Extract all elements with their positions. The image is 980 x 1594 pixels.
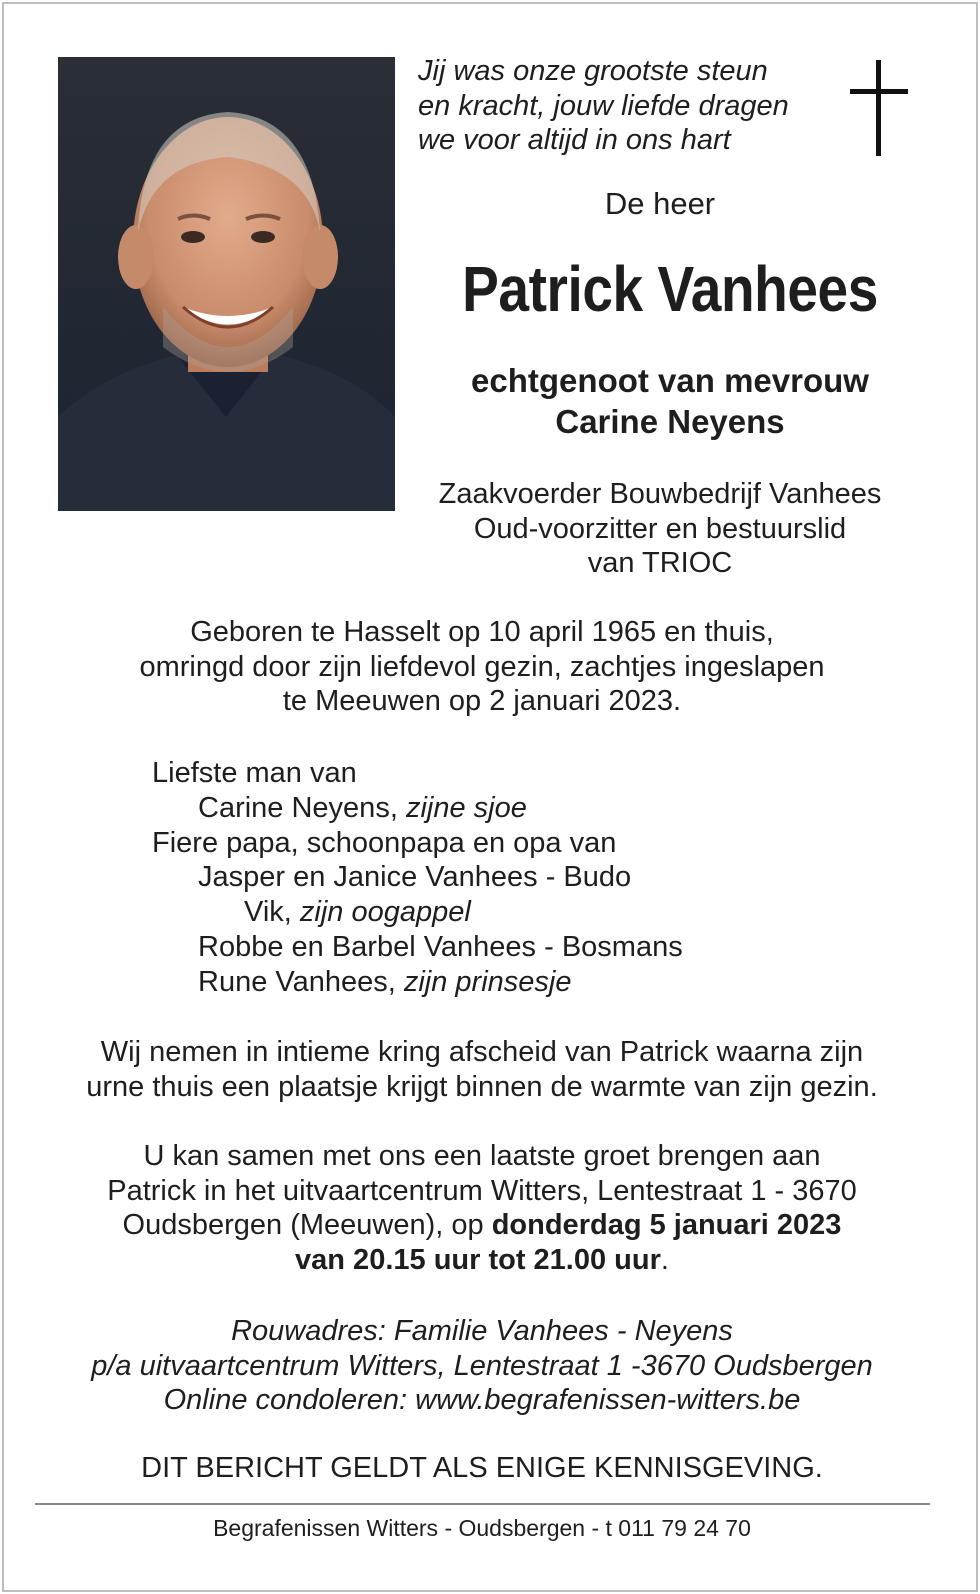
family-note: zijn oogappel — [299, 896, 471, 929]
birth-death-line: omringd door zijn liefdevol gezin, zachtjes ingeslapen — [139, 650, 825, 683]
visitation-date: donderdag 5 januari 2023 — [491, 1209, 842, 1241]
address-line: Rouwadres: Familie Vanhees - Neyens — [231, 1315, 733, 1347]
memorial-quote — [418, 54, 838, 158]
cross-icon — [850, 60, 908, 156]
spouse-name: Carine Neyens — [555, 403, 785, 440]
farewell-line: urne thuis een plaatsje krijgt binnen de warmte van zijn gezin. — [86, 1070, 878, 1103]
family-member: Rune Vanhees, — [198, 965, 404, 998]
roles-block — [410, 477, 910, 581]
honorific-title: De heer — [604, 186, 716, 221]
family-member: Carine Neyens, — [198, 791, 406, 824]
spouse-block — [420, 360, 920, 442]
family-note: zijne sjoe — [405, 791, 527, 824]
condolence-link[interactable]: Online condoleren: www.begrafenissen-witters.be — [163, 1384, 801, 1416]
visitation-time: van 20.15 uur tot 21.00 uur — [295, 1243, 661, 1276]
family-line — [152, 791, 852, 826]
family-note: zijn prinsesje — [403, 965, 572, 998]
family-line: Liefste man van — [152, 757, 357, 789]
farewell-line: Wij nemen in intieme kring afscheid van Patrick waarna zijn — [100, 1036, 864, 1068]
family-line: Fiere papa, schoonpapa en opa van — [152, 826, 617, 859]
family-line: Robbe en Barbel Vanhees - Bosmans — [198, 930, 683, 963]
visitation-text: . — [660, 1243, 669, 1276]
family-line — [152, 965, 852, 1000]
portrait-photo — [58, 57, 395, 511]
mourning-address — [30, 1314, 934, 1418]
notice-text: DIT BERICHT GELDT ALS ENIGE KENNISGEVING. — [141, 1452, 823, 1484]
visitation-line — [30, 1243, 934, 1278]
address-line: p/a uitvaartcentrum Witters, Lentestraat 1 -3670 Oudsbergen — [91, 1349, 873, 1382]
family-list — [152, 756, 852, 1000]
family-member: Vik, — [244, 896, 300, 929]
role-line: van TRIOC — [587, 547, 733, 579]
visitation-line: U kan samen met ons een laatste groet brengen aan — [143, 1140, 821, 1172]
role-line: Zaakvoerder Bouwbedrijf Vanhees — [438, 478, 882, 510]
birth-death-line: Geboren te Hasselt op 10 april 1965 en thuis, — [190, 616, 774, 648]
farewell-block — [30, 1035, 934, 1104]
deceased-name: Patrick Vanhees — [462, 253, 878, 325]
visitation-block — [30, 1139, 934, 1277]
birth-death-line: te Meeuwen op 2 januari 2023. — [282, 685, 682, 717]
family-line: Jasper en Janice Vanhees - Budo — [198, 861, 632, 894]
quote-line: en kracht, jouw liefde dragen — [418, 89, 789, 122]
visitation-line — [30, 1208, 934, 1243]
birth-death-block — [40, 615, 924, 719]
role-line: Oud-voorzitter en bestuurslid — [473, 512, 847, 545]
visitation-text: Oudsbergen (Meeuwen), op — [122, 1209, 492, 1241]
divider — [35, 1503, 930, 1505]
visitation-line: Patrick in het uitvaartcentrum Witters, Lentestraat 1 - 3670 — [107, 1174, 857, 1207]
family-line — [152, 895, 852, 930]
quote-line: we voor altijd in ons hart — [418, 124, 731, 156]
spouse-line: echtgenoot van mevrouw — [471, 362, 869, 399]
footer-text: Begrafenissen Witters - Oudsbergen - t 011 79 24 70 — [213, 1515, 751, 1541]
quote-line: Jij was onze grootste steun — [418, 55, 768, 87]
